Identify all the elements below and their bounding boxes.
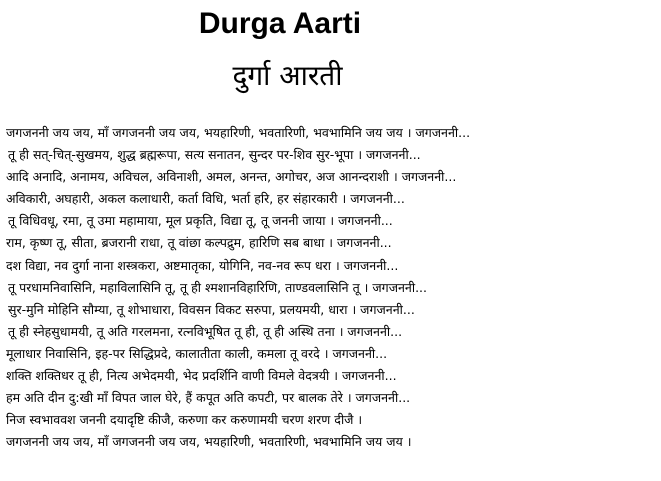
verse-line: तू ही सत्-चित्-सुखमय, शुद्ध ब्रह्मरूपा, सत्य सनातन, सुन्दर पर-शिव सुर-भूपा । जगजननी... <box>8 147 421 163</box>
verse-line: अविकारी, अघहारी, अकल कलाधारी, कर्ता विधि, भर्ता हरि, हर संहारकारी । जगजननी... <box>6 191 405 207</box>
title-hindi: दुर्गा आरती <box>232 59 343 92</box>
verse-line: मूलाधार निवासिनि, इह-पर सिद्धिप्रदे, कालातीता काली, कमला तू वरदे । जगजननी... <box>6 345 388 361</box>
verse-line: जगजननी जय जय, माँ जगजननी जय जय, भयहारिणी, भवतारिणी, भवभामिनि जय जय । <box>6 434 412 450</box>
verse-line: जगजननी जय जय, माँ जगजननी जय जय, भयहारिणी, भवतारिणी, भवभामिनि जय जय । जगजननी... <box>6 125 471 140</box>
verse-line: तू ही स्नेहसुधामयी, तू अति गरलमना, रत्नविभूषित तू ही, तू ही अस्थि तना । जगजननी... <box>8 323 403 339</box>
verse-line: दश विद्या, नव दुर्गा नाना शस्त्रकरा, अष्टमातृका, योगिनि, नव-नव रूप धरा । जगजननी... <box>6 257 399 273</box>
verse-line: तू विधिवधू, रमा, तू उमा महामाया, मूल प्रकृति, विद्या तू, तू जननी जाया । जगजननी... <box>8 213 393 229</box>
title-english: Durga Aarti <box>198 7 362 40</box>
verse-line: सुर-मुनि मोहिनि सौम्या, तू शोभाधारा, विवसन विकट सरुपा, प्रलयमयी, धारा । जगजननी... <box>8 301 415 317</box>
verse-line: राम, कृष्ण तू, सीता, ब्रजरानी राधा, तू वांछा कल्पद्रुम, हारिणि सब बाधा । जगजननी... <box>6 235 392 251</box>
verse-line: शक्ति शक्तिधर तू ही, नित्य अभेदमयी, भेद प्रदर्शिनि वाणी विमले वेदत्रयी । जगजननी... <box>6 368 397 384</box>
verse-line: तू परधामनिवासिनि, महाविलासिनि तू, तू ही श्मशानविहारिणि, ताण्डवलासिनि तू । जगजननी... <box>8 279 428 295</box>
verse-line: निज स्वभाववश जननी दयादृष्टि कीजै, करुणा कर करुणामयी चरण शरण दीजै । <box>6 412 363 428</box>
verse-list <box>6 122 656 453</box>
verse-line: आदि अनादि, अनामय, अविचल, अविनाशी, अमल, अनन्त, अगोचर, अज आनन्दराशी । जगजननी... <box>6 169 457 185</box>
verse-line: हम अति दीन दु:खी माँ विपत जाल घेरे, हैं कपूत अति कपटी, पर बालक तेरे । जगजननी... <box>6 390 411 406</box>
